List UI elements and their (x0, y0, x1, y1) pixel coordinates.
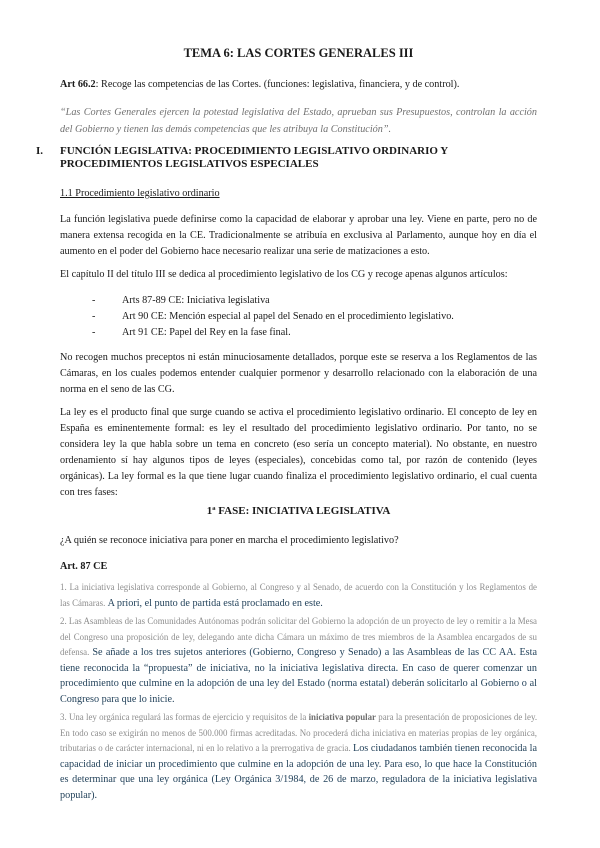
paragraph-4: La ley es el producto final que surge cuando se activa el procedimiento legislativo ordinario. El concepto de ley en España es eminentemente formal: es ley el resultado del procedimiento legislativo ordinario. Por tanto, no se considera ley la que habla sobre un tema en concreto (eso sería un concepto material). No obstante, en nuestro ordenamiento sí hay algunos tipos de leyes (especiales), concebidas como tal, por razón de contenido (leyes orgánicas). La ley formal es la que tiene lugar cuando finaliza el procedimiento legislativo ordinario, el cual cuenta con tres fases: (60, 407, 537, 498)
art87-point-2 (60, 614, 537, 707)
paragraph-1: La función legislativa puede definirse como la capacidad de elaborar y aprobar una ley. Viene en parte, pero no de manera extensa recogida en la CE. Tradicionalmente se atribuía en exclusiva al Parlamento, aunque hoy en día el aumento en el poder del Gobierno hace necesario realizar una serie de matizaciones a esto. (60, 214, 537, 257)
section-number: I. (36, 145, 44, 157)
section-heading (36, 145, 540, 173)
article-list (92, 293, 537, 341)
document-title: TEMA 6: LAS CORTES GENERALES III (183, 46, 414, 60)
list-item-text: Art 91 CE: Papel del Rey en la fase final. (122, 327, 291, 338)
art87-point-3-note: Los ciudadanos también tienen reconocida la capacidad de iniciar un procedimiento que culmine en la adopción de una ley. Para eso, lo que hace la Constitución es determinar que una ley orgánica (Ley Orgánica 3/1984, de 26 de marzo, reguladora de la iniciativa legislativa popular). (60, 743, 538, 801)
list-item (92, 309, 537, 325)
art87-point-3-text-b: para la presentación de proposiciones de ley. En todo caso se exigirán no menos de 500.000 firmas acreditadas. No procederá dicha iniciativa en materias propias de ley orgánica, tributarias o de carácter internacional, ni en lo relativo a la prerrogativa de gracia. (60, 712, 538, 753)
art87-point-1 (60, 580, 537, 611)
section-title: FUNCIÓN LEGISLATIVA: PROCEDIMIENTO LEGISLATIVO ORDINARIO Y PROCEDIMIENTOS LEGISLATIVOS ESPECIALES (60, 145, 448, 170)
art87-point-3 (60, 710, 537, 803)
art87-point-1-text: 1. La iniciativa legislativa corresponde al Gobierno, al Congreso y al Senado, de acuerdo con la Constitución y los Reglamentos de las Cámaras. (60, 582, 537, 608)
list-dash: - (92, 327, 96, 338)
phase-heading: 1ª FASE: INICIATIVA LEGISLATIVA (206, 505, 391, 517)
list-dash: - (92, 311, 96, 322)
article-87-heading: Art. 87 CE (60, 561, 108, 572)
art87-point-3-bold: iniciativa popular (308, 712, 376, 722)
art87-point-2-text: 2. Las Asambleas de las Comunidades Autónomas podrán solicitar del Gobierno la adopción de un proyecto de ley o remitir a la Mesa del Congreso una proposición de ley, delegando ante dicha Cámara un máximo de tres miembros de la Asamblea encargados de su defensa. (60, 616, 537, 657)
list-item-text: Arts 87-89 CE: Iniciativa legislativa (122, 295, 270, 306)
art87-point-3-text-a: 3. Una ley orgánica regulará las formas de ejercicio y requisitos de la (60, 712, 307, 722)
constitution-quote: “Las Cortes Generales ejercen la potestad legislativa del Estado, aprueban sus Presupuestos, controlan la acción del Gobierno y tienen las demás competencias que les atribuya la Constitución”. (60, 107, 537, 135)
paragraph-2: El capítulo II del título III se dedica al procedimiento legislativo de los CG y recoge apenas algunos artículos: (60, 269, 508, 280)
art87-point-1-note: A priori, el punto de partida está proclamado en este. (107, 597, 323, 609)
list-item (92, 325, 537, 341)
art66-label: Art 66.2 (60, 79, 96, 90)
list-item-text: Art 90 CE: Mención especial al papel del Senado en el procedimiento legislativo. (122, 311, 454, 322)
subsection-heading: 1.1 Procedimiento legislativo ordinario (60, 188, 220, 199)
question-line: ¿A quién se reconoce iniciativa para poner en marcha el procedimiento legislativo? (60, 535, 399, 546)
art66-text: : Recoge las competencias de las Cortes. (funciones: legislativa, financiera, y de control). (95, 79, 460, 90)
paragraph-3: No recogen muchos preceptos ni están minuciosamente detallados, porque este se reserva a los Reglamentos de las Cámaras, en los cuales podemos entender cualquier pormenor y desarrollo relacionado con la elaboración de una norma en el seno de las CG. (60, 352, 537, 395)
list-dash: - (92, 295, 96, 306)
art87-point-2-note: Se añade a los tres sujetos anteriores (Gobierno, Congreso y Senado) a las Asambleas de las CC AA. Esta tiene reconocida la “propuesta” de iniciativa, no la iniciativa legislativa directa. En caso de querer comenzar un procedimiento que culmine en la adopción de una ley del Estado (norma estatal) deberán solicitarlo al Gobierno o al Congreso para que lo inicie. (60, 647, 537, 705)
list-item (92, 293, 537, 309)
art66-paragraph (60, 77, 537, 93)
